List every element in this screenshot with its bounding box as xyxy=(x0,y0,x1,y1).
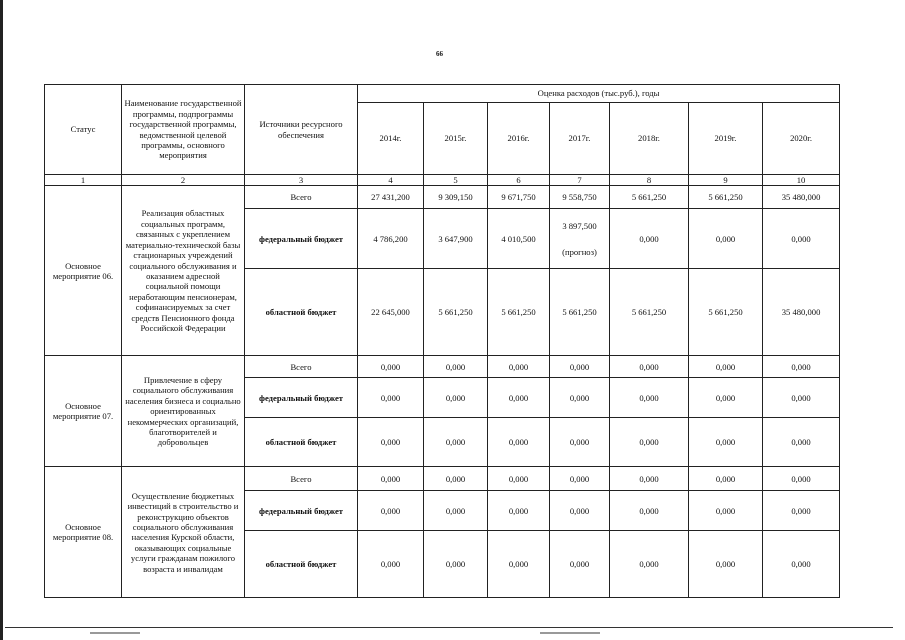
value-cell: 0,000 xyxy=(689,418,763,467)
value-cell: 0,000 xyxy=(550,378,610,418)
header-row-top xyxy=(45,85,840,103)
value-cell: 4 010,500 xyxy=(488,209,550,269)
value-cell: 0,000 xyxy=(358,378,424,418)
value-cell: 0,000 xyxy=(550,467,610,491)
year-header: 2018г. xyxy=(610,103,689,175)
value-cell: 0,000 xyxy=(610,378,689,418)
value-cell: 9 309,150 xyxy=(424,186,488,209)
value-cell: 9 558,750 xyxy=(550,186,610,209)
value-cell: 0,000 xyxy=(358,531,424,598)
source-cell: Всего xyxy=(245,186,358,209)
value-cell: 5 661,250 xyxy=(488,269,550,356)
value-cell: 0,000 xyxy=(488,531,550,598)
value-cell: 0,000 xyxy=(424,356,488,378)
column-number: 2 xyxy=(122,175,245,186)
value-cell: 0,000 xyxy=(488,378,550,418)
value-cell: 0,000 xyxy=(610,467,689,491)
value-cell: 0,000 xyxy=(550,531,610,598)
value-cell: 5 661,250 xyxy=(610,186,689,209)
value-cell: 0,000 xyxy=(550,491,610,531)
value-cell: 0,000 xyxy=(689,531,763,598)
year-header: 2020г. xyxy=(763,103,840,175)
expense-table xyxy=(44,84,840,598)
column-number: 4 xyxy=(358,175,424,186)
header-name: Наименование государственной программы, подпрограммы государственной программы, ведомственной целевой программы, основного мероприятия xyxy=(122,85,245,175)
value-cell: 0,000 xyxy=(424,418,488,467)
value-cell: 0,000 xyxy=(488,356,550,378)
column-number-row xyxy=(45,175,840,186)
value-text: 3 897,500 xyxy=(562,220,597,231)
group-name: Привлечение в сферу социального обслуживания населения бизнеса и социально ориентированных некоммерческих организаций, благотворителей и добровольцев xyxy=(122,356,245,467)
column-number: 5 xyxy=(424,175,488,186)
value-cell: 22 645,000 xyxy=(358,269,424,356)
table-row xyxy=(45,467,840,491)
header-estimate: Оценка расходов (тыс.руб.), годы xyxy=(358,85,840,103)
value-cell: 0,000 xyxy=(689,491,763,531)
value-cell: 0,000 xyxy=(763,467,840,491)
value-cell: 35 480,000 xyxy=(763,186,840,209)
table-row xyxy=(45,186,840,209)
value-cell: 0,000 xyxy=(763,491,840,531)
column-number: 10 xyxy=(763,175,840,186)
value-cell: 0,000 xyxy=(358,418,424,467)
scan-edge xyxy=(0,0,3,640)
value-cell: 5 661,250 xyxy=(689,186,763,209)
value-cell: 0,000 xyxy=(358,467,424,491)
scan-artifact xyxy=(90,632,140,634)
value-cell: 0,000 xyxy=(424,467,488,491)
value-cell-with-note xyxy=(550,209,610,269)
value-cell: 27 431,200 xyxy=(358,186,424,209)
value-cell: 5 661,250 xyxy=(550,269,610,356)
source-cell: федеральный бюджет xyxy=(245,378,358,418)
page-bottom-rule xyxy=(5,627,893,628)
year-header: 2014г. xyxy=(358,103,424,175)
value-cell: 0,000 xyxy=(550,356,610,378)
value-cell: 0,000 xyxy=(763,418,840,467)
value-cell: 0,000 xyxy=(424,378,488,418)
group-status: Основное мероприятие 06. xyxy=(45,186,122,356)
group-name: Осуществление бюджетных инвестиций в строительство и реконструкцию объектов социального обслуживания населения Курской области, оказывающих социальные услуги гражданам пожилого возраста и инвалидам xyxy=(122,467,245,598)
group-status: Основное мероприятие 08. xyxy=(45,467,122,598)
value-cell: 0,000 xyxy=(763,378,840,418)
source-cell: областной бюджет xyxy=(245,531,358,598)
header-sources: Источники ресурсного обеспечения xyxy=(245,85,358,175)
column-number: 1 xyxy=(45,175,122,186)
value-cell: 0,000 xyxy=(358,491,424,531)
value-cell: 0,000 xyxy=(763,356,840,378)
column-number: 7 xyxy=(550,175,610,186)
page-number: 66 xyxy=(436,50,443,58)
value-cell: 0,000 xyxy=(488,467,550,491)
column-number: 9 xyxy=(689,175,763,186)
value-cell: 0,000 xyxy=(550,418,610,467)
value-cell: 0,000 xyxy=(689,209,763,269)
column-number: 8 xyxy=(610,175,689,186)
value-cell: 9 671,750 xyxy=(488,186,550,209)
source-cell: федеральный бюджет xyxy=(245,209,358,269)
value-cell: 0,000 xyxy=(763,209,840,269)
group-status: Основное мероприятие 07. xyxy=(45,356,122,467)
source-cell: федеральный бюджет xyxy=(245,491,358,531)
source-cell: областной бюджет xyxy=(245,418,358,467)
value-cell: 0,000 xyxy=(689,356,763,378)
column-number: 3 xyxy=(245,175,358,186)
value-cell: 35 480,000 xyxy=(763,269,840,356)
value-cell: 0,000 xyxy=(763,531,840,598)
value-cell: 4 786,200 xyxy=(358,209,424,269)
value-cell: 0,000 xyxy=(610,356,689,378)
source-cell: Всего xyxy=(245,467,358,491)
column-number: 6 xyxy=(488,175,550,186)
value-cell: 0,000 xyxy=(610,418,689,467)
year-header: 2019г. xyxy=(689,103,763,175)
value-cell: 5 661,250 xyxy=(610,269,689,356)
table-row xyxy=(45,356,840,378)
year-header: 2017г. xyxy=(550,103,610,175)
value-cell: 0,000 xyxy=(488,491,550,531)
forecast-note: (прогноз) xyxy=(562,246,597,257)
value-cell: 0,000 xyxy=(610,491,689,531)
header-status: Статус xyxy=(45,85,122,175)
value-cell: 0,000 xyxy=(424,491,488,531)
value-cell: 5 661,250 xyxy=(424,269,488,356)
year-header: 2015г. xyxy=(424,103,488,175)
year-header: 2016г. xyxy=(488,103,550,175)
group-name: Реализация областных социальных программ, связанных с укреплением материально-технической базы стационарных учреждений социального обслуживания и оказанием адресной социальной помощи неработающим пенсионерам, софинансируемых за счет средств Пенсионного фонда Российской Федерации xyxy=(122,186,245,356)
value-cell: 5 661,250 xyxy=(689,269,763,356)
value-cell: 0,000 xyxy=(689,378,763,418)
value-cell: 3 647,900 xyxy=(424,209,488,269)
value-cell: 0,000 xyxy=(689,467,763,491)
value-cell: 0,000 xyxy=(610,531,689,598)
value-cell: 0,000 xyxy=(610,209,689,269)
scan-artifact xyxy=(540,632,600,634)
source-cell: областной бюджет xyxy=(245,269,358,356)
value-cell: 0,000 xyxy=(424,531,488,598)
value-cell: 0,000 xyxy=(358,356,424,378)
source-cell: Всего xyxy=(245,356,358,378)
value-cell: 0,000 xyxy=(488,418,550,467)
